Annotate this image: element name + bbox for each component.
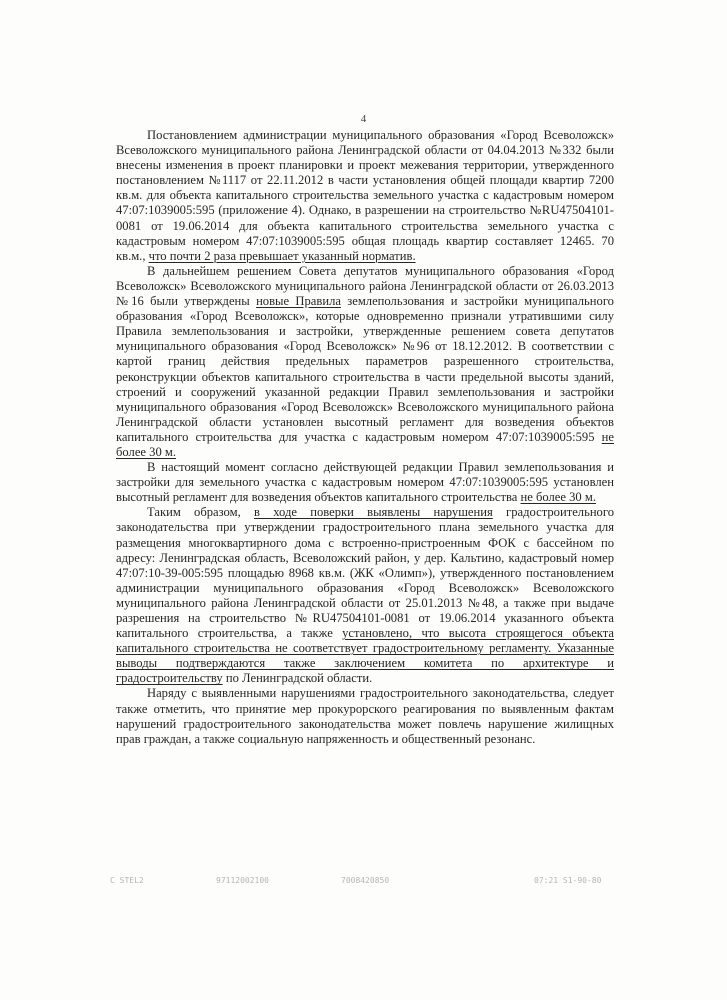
underlined-text: не более 30 м. xyxy=(116,429,614,459)
underlined-text: установлено, что высота строящегося объекта капитального строительства не соответствует градостроительному регламенту. Указанные выводы подтверждаются также заключением комитета по архитектуре и градостроительству xyxy=(116,626,614,686)
footer-code-center: 7008420850 xyxy=(341,876,390,885)
page-number: 4 xyxy=(360,113,367,125)
text-segment: Наряду с выявленными нарушениями градостроительного законодательства, следует также отметить, что принятие мер прокурорского реагирования по выявленным фактам нарушений градостроительного законодательства может повлечь нарушение жилищных прав граждан, а также социальную напряженность и общественный резонанс. xyxy=(116,686,614,746)
paragraph xyxy=(116,686,614,746)
text-segment: по Ленинградской области. xyxy=(222,671,373,686)
paragraph xyxy=(116,505,614,686)
text-segment: В настоящий момент согласно действующей редакции Правил землепользования и застройки для земельного участка с кадастровым номером 47:07:1039005:595 установлен высотный регламент для возведения объектов капитального строительства xyxy=(116,460,614,505)
underlined-text: не более 30 м. xyxy=(520,490,596,505)
document-body xyxy=(116,128,614,747)
text-segment: градостроительного законодательства при утверждении градостроительного плана земельного участка для размещения многоквартирного дома с встроенно-пристроенным ФОК с бассейном по адресу: Ленинградская область, Всеволожский район, у дер. Кальтино, кадастровый номер 47:07:10-39-005:595 площадью 8968 кв.м. (ЖК «Олимп»), утвержденного постановлением администрации муниципального образования «Город Всеволожск» Всеволожского муниципального района Ленинградской области от 25.01.2013 №48, а также при выдаче разрешения на строительство №RU47504101-0081 от 19.06.2014 указанного объекта капитального строительства, а также xyxy=(116,505,615,641)
underlined-text: новые Правила xyxy=(256,294,341,309)
text-segment: Постановлением администрации муниципального образования «Город Всеволожск» Всеволожского муниципального района Ленинградской области от 04.04.2013 №332 были внесены изменения в проект планировки и проект межевания территории, утвержденного постановлением №1117 от 22.11.2012 в части установления общей площади квартир 7200 кв.м. для объекта капитального строительства земельного участка с кадастровым номером 47:07:1039005:595 (приложение 4). Однако, в разрешении на строительство №RU47504101-0081 от 19.06.2014 для объекта капитального строительства земельного участка с кадастровым номером 47:07:1039005:595 общая площадь квартир составляет 12465. 70 кв.м., xyxy=(116,128,614,263)
footer-code-left: C STEL2 xyxy=(110,876,144,885)
footer-code-center-left: 97112002100 xyxy=(216,876,269,885)
paragraph xyxy=(116,128,614,264)
paragraph xyxy=(116,264,614,460)
underlined-text: в ходе поверки выявлены нарушения xyxy=(254,505,493,520)
footer-code-right: 07:21 S1-90-80 xyxy=(534,876,602,885)
text-segment: землепользования и застройки муниципального образования «Город Всеволожск», которые одновременно признали утратившими силу Правила землепользования и застройки, утвержденные решением совета депутатов муниципального образования «Город Всеволожск» №96 от 18.12.2012. В соответствии с картой границ действия предельных параметров разрешенного строительства, реконструкции объектов капитального строительства в части предельной высоты зданий, строений и сооружений указанной редакции Правил землепользования и застройки муниципального образования «Город Всеволожск» Всеволожского муниципального района Ленинградской области установлен высотный регламент для возведения объектов капитального строительства для участка с кадастровым номером 47:07:1039005:595 xyxy=(116,294,614,444)
underlined-text: что почти 2 раза превышает указанный норматив. xyxy=(148,248,416,263)
text-segment: Таким образом, xyxy=(147,505,254,520)
text-segment: В дальнейшем решением Совета депутатов муниципального образования «Город Всеволожск» Всеволожского муниципального района Ленинградской области от 26.03.2013 №16 были утверждены xyxy=(116,263,614,309)
scan-footer xyxy=(0,876,727,890)
paragraph xyxy=(116,460,614,505)
